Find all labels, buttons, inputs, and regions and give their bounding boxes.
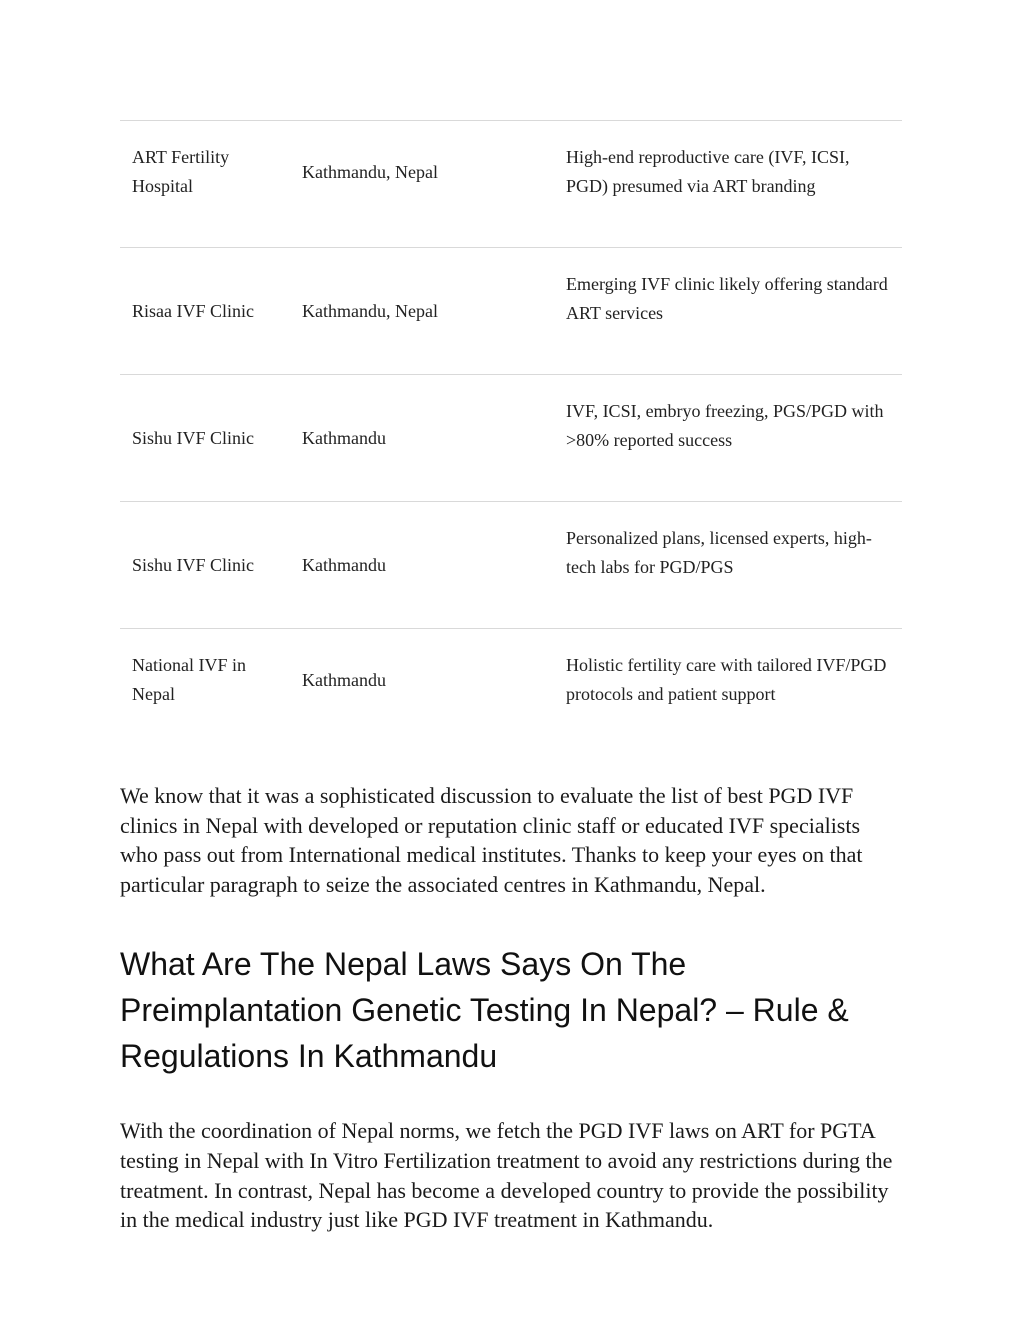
clinic-location: Kathmandu, Nepal	[302, 300, 438, 321]
table-row	[120, 121, 902, 248]
clinic-description: Emerging IVF clinic likely offering standard ART services	[566, 274, 888, 323]
clinic-name: Sishu IVF Clinic	[132, 554, 255, 575]
clinic-description: Holistic fertility care with tailored IVF/PGD protocols and patient support	[566, 655, 887, 704]
clinic-location: Kathmandu	[302, 427, 386, 448]
article-body	[120, 120, 902, 1235]
clinics-table	[120, 120, 902, 755]
table-row	[120, 375, 902, 502]
table-row	[120, 629, 902, 756]
intro-paragraph: We know that it was a sophisticated discussion to evaluate the list of best PGD IVF clinics in Nepal with developed or reputation clinic staff or educated IVF specialists who pass out from International medical institutes. Thanks to keep your eyes on that particular paragraph to seize the associated centres in Kathmandu, Nepal.	[120, 783, 863, 897]
clinic-description: Personalized plans, licensed experts, high-tech labs for PGD/PGS	[566, 528, 872, 577]
clinic-location: Kathmandu	[302, 669, 386, 690]
clinic-location: Kathmandu, Nepal	[302, 161, 438, 182]
clinic-name: National IVF in Nepal	[132, 655, 246, 704]
clinic-description: IVF, ICSI, embryo freezing, PGS/PGD with >80% reported success	[566, 401, 884, 450]
clinic-name: Risaa IVF Clinic	[132, 300, 254, 321]
clinic-description: High-end reproductive care (IVF, ICSI, PGD) presumed via ART branding	[566, 147, 850, 196]
table-row	[120, 502, 902, 629]
body-paragraph: With the coordination of Nepal norms, we fetch the PGD IVF laws on ART for PGTA testing in Nepal with In Vitro Fertilization treatment to avoid any restrictions during the treatment. In contrast, Nepal has become a developed country to provide the possibility in the medical industry just like PGD IVF treatment in Kathmandu.	[120, 1118, 893, 1233]
table-row	[120, 248, 902, 375]
clinic-name: ART Fertility Hospital	[132, 147, 230, 196]
clinic-name: Sishu IVF Clinic	[132, 427, 255, 448]
clinic-location: Kathmandu	[302, 554, 386, 575]
section-heading: What Are The Nepal Laws Says On The Preimplantation Genetic Testing In Nepal? – Rule & Regulations In Kathmandu	[120, 946, 849, 1075]
